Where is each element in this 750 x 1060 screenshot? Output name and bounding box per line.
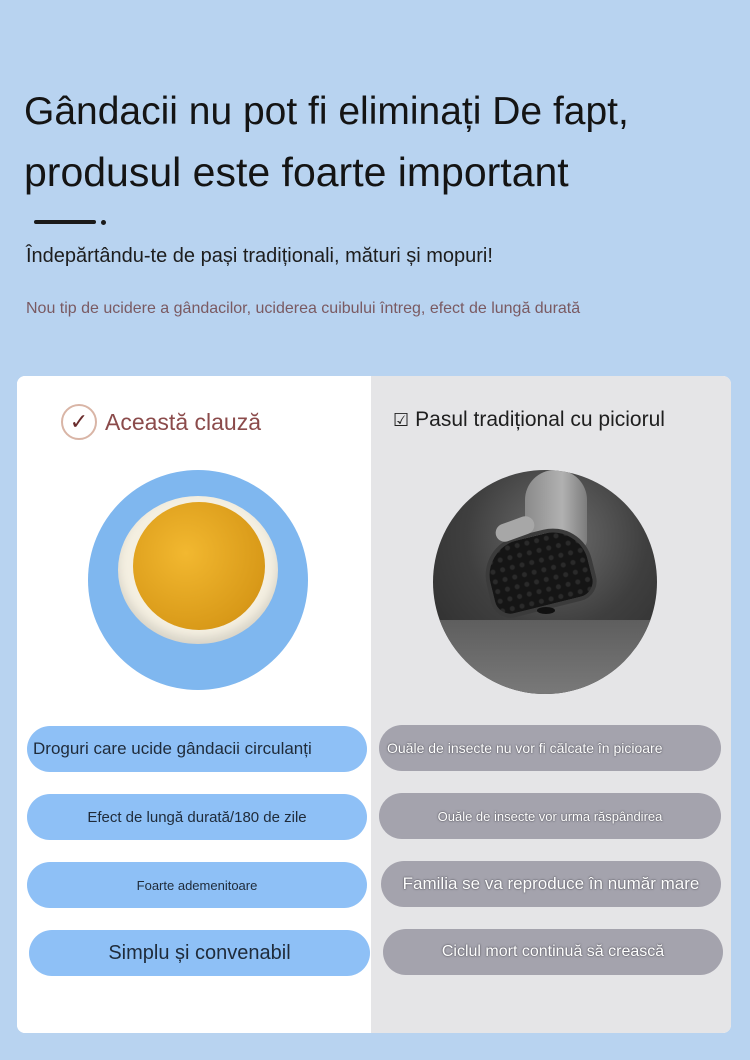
product-column-header bbox=[61, 404, 261, 440]
decorative-dot bbox=[101, 220, 106, 225]
check-badge-icon: ✓ bbox=[61, 404, 97, 440]
traditional-column-header bbox=[393, 408, 665, 432]
right-item-3 bbox=[381, 861, 721, 907]
left-item-1 bbox=[27, 726, 367, 772]
decorative-dash bbox=[34, 220, 96, 224]
cockroach-icon bbox=[537, 607, 555, 614]
headline-line-1: Gândacii nu pot fi eliminați De fapt, bbox=[24, 90, 629, 133]
right-item-3-label: Familia se va reproduce în număr mare bbox=[402, 874, 700, 893]
right-item-2-label: Ouăle de insecte vor urma răspândirea bbox=[437, 808, 663, 824]
product-column-title: Această clauză bbox=[105, 408, 261, 435]
tagline: Nou tip de ucidere a gândacilor, uciderea cuibului întreg, efect de lungă durată bbox=[26, 300, 581, 317]
comparison-panel bbox=[17, 376, 731, 1033]
ground bbox=[433, 620, 657, 694]
foot-stomp-image bbox=[433, 470, 657, 694]
headline bbox=[24, 82, 724, 202]
left-item-3-label: Foarte ademenitoare bbox=[136, 877, 258, 893]
right-item-2 bbox=[379, 793, 721, 839]
left-item-4 bbox=[29, 930, 370, 976]
left-item-4-label: Simplu și convenabil bbox=[108, 941, 291, 964]
traditional-column-title: Pasul tradițional cu piciorul bbox=[415, 408, 665, 431]
bait-gel bbox=[133, 502, 265, 630]
right-item-4-label: Ciclul mort continuă să crească bbox=[441, 943, 665, 960]
headline-line-2: produsul este foarte important bbox=[24, 149, 569, 195]
left-item-2 bbox=[27, 794, 367, 840]
right-item-4 bbox=[383, 929, 723, 975]
left-item-2-label: Efect de lungă durată/180 de zile bbox=[87, 808, 307, 826]
subtitle: Îndepărtându-te de pași tradiționali, mături și mopuri! bbox=[26, 245, 493, 267]
left-item-1-label: Droguri care ucide gândacii circulanți bbox=[33, 739, 312, 758]
checkbox-icon: ☑ bbox=[393, 409, 410, 430]
bait-dish-image bbox=[88, 470, 308, 690]
left-item-3 bbox=[27, 862, 367, 908]
right-item-1-label: Ouăle de insecte nu vor fi călcate în picioare bbox=[387, 740, 663, 756]
right-item-1 bbox=[379, 725, 721, 771]
